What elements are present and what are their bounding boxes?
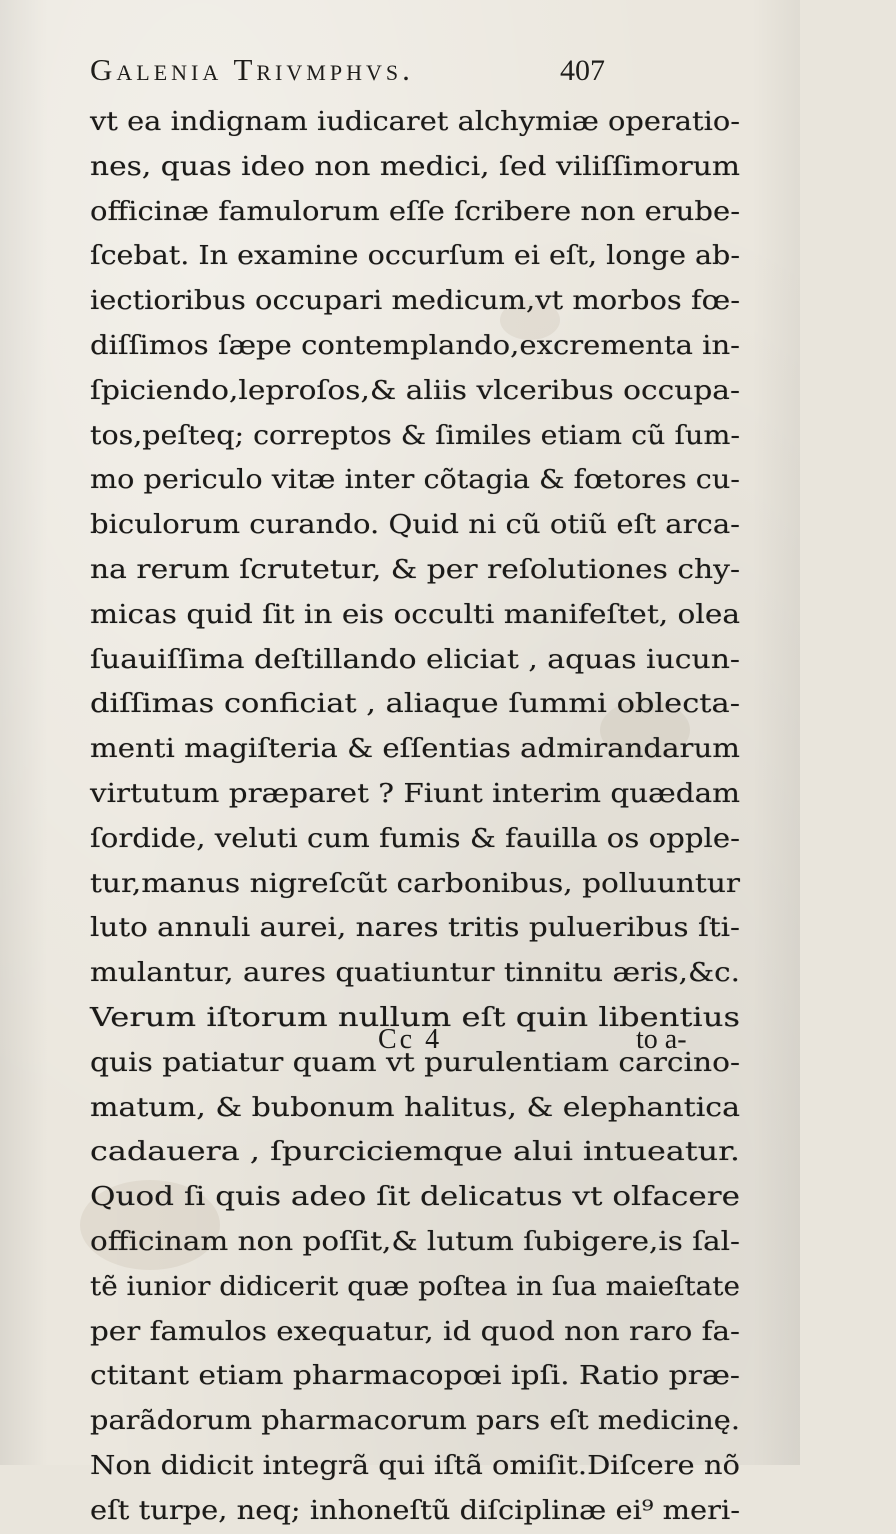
page-number: 407 [560, 54, 605, 87]
text-line: eſt turpe, neq; inhoneſtũ diſciplinæ ei⁹ meri- [90, 1495, 740, 1526]
text-line: diſſimos ſæpe contemplando,excrementa in- [90, 330, 740, 361]
text-line: micas quid ſit in eis occulti manifeſtet, olea [90, 599, 740, 630]
text-line: luto annuli aurei, nares tritis pulueribus ſti- [90, 913, 740, 944]
text-line: cadauera , ſpurciciemque alui intueatur. [90, 1137, 741, 1168]
text-line: parãdorum pharmacorum pars eſt medicinę. [90, 1406, 740, 1437]
text-line: Verum iſtorum nullum eſt quin libentius [90, 1002, 740, 1033]
text-line: Non didicit integrã qui iſtã omiſit.Diſcere nõ [90, 1450, 740, 1481]
text-line: menti magiſteria & eſſentias admirandarum [90, 734, 740, 765]
text-line: vt ea indignam iudicaret alchymiæ operatio- [90, 107, 740, 137]
text-line: tos,peſteq; correptos & ſimiles etiam cũ ſum- [90, 420, 740, 451]
text-line: quis patiatur quam vt purulentiam carcino- [90, 1047, 740, 1078]
text-line: diſſimas conficiat , aliaque ſummi oblecta- [90, 689, 741, 720]
text-line: virtutum præparet ? Fiunt interim quædam [90, 778, 741, 809]
text-line: officinam non poſſit,& lutum ſubigere,is ſal- [90, 1226, 740, 1257]
text-line: mulantur, aures quatiuntur tinnitu æris,&c. [90, 958, 740, 989]
text-line: ſcebat. In examine occurſum ei eſt, longe ab- [90, 241, 740, 272]
text-line: Quod ſi quis adeo ſit delicatus vt olfacere [90, 1182, 741, 1213]
body-text [90, 100, 740, 1534]
text-line: tur,manus nigreſcũt carbonibus, polluuntur [90, 868, 741, 899]
text-line: ctitant etiam pharmacopœi ipſi. Ratio præ- [90, 1361, 740, 1392]
text-line: biculorum curando. Quid ni cũ otiũ eſt arca- [90, 510, 741, 541]
text-line: ſordide, veluti cum fumis & fauilla os opple- [90, 823, 740, 854]
text-line: nes, quas ideo non medici, ſed viliſſimorum [90, 151, 741, 182]
text-line: na rerum ſcrutetur, & per reſolutiones chy- [90, 554, 741, 585]
text-line: ſuauiſſima deſtillando eliciat , aquas iucun- [90, 644, 741, 675]
text-line: mo periculo vitæ inter cõtagia & fœtores cu- [90, 465, 740, 496]
text-line: officinæ famulorum eſſe ſcribere non erube- [90, 196, 741, 227]
running-head [90, 52, 710, 96]
text-line: per famulos exequatur, id quod non raro fa- [90, 1316, 740, 1347]
text-line: ſpiciendo,leproſos,& aliis vlceribus occupa- [90, 375, 741, 406]
running-title: Galenia Trivmphvs. [90, 52, 414, 87]
text-line: matum, & bubonum halitus, & elephantica [90, 1092, 741, 1123]
catchword: to a- [636, 1024, 687, 1055]
text-line: iectioribus occupari medicum,vt morbos fœ- [90, 286, 741, 317]
signature-mark: Cc 4 [378, 1024, 443, 1055]
text-line: tẽ iunior didicerit quæ poſtea in ſua maieſtate [90, 1271, 741, 1302]
catchline [90, 1024, 740, 1068]
